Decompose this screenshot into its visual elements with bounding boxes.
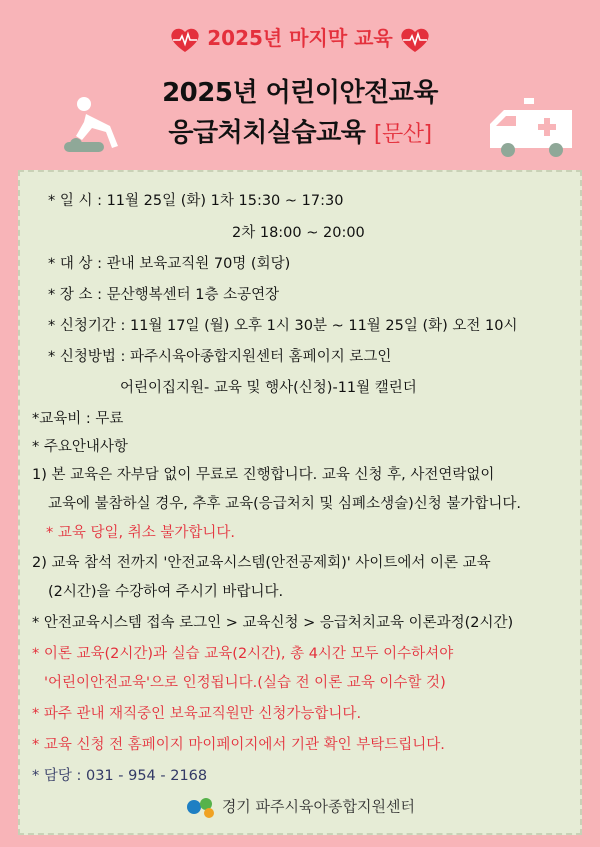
heart-pulse-icon (170, 27, 200, 53)
heart-pulse-icon (400, 27, 430, 53)
method-line: * 신청방법 : 파주시육아종합지원센터 홈페이지 로그인 (48, 349, 392, 365)
red-notice-3: * 교육 신청 전 홈페이지 마이페이지에서 기관 확인 부탁드립니다. (32, 737, 445, 753)
region-label: [문산] (373, 122, 432, 147)
fee-line: *교육비 : 무료 (32, 411, 124, 427)
notice-2b: (2시간)을 수강하여 주시기 바랍니다. (48, 584, 284, 600)
system-path: * 안전교육시스템 접속 로그인 > 교육신청 > 응급처치교육 이론과정(2시간) (32, 615, 514, 631)
notice-1b: 교육에 불참하실 경우, 추후 교육(응급처치 및 심폐소생술)신청 불가합니다. (48, 496, 522, 512)
notice-2a: 2) 교육 참석 전까지 '안전교육시스템(안전공제회)' 사이트에서 이론 교육 (32, 555, 491, 571)
page-title-line1: 2025년 어린이안전교육 (162, 78, 438, 108)
notice-1a: 1) 본 교육은 자부담 없이 무료로 진행합니다. 교육 신청 후, 사전연락없이 (32, 467, 495, 483)
notice-title: * 주요안내사항 (32, 439, 128, 455)
center-logo-icon (185, 794, 217, 820)
org-name: 경기 파주시육아종합지원센터 (221, 797, 415, 816)
place-line: * 장 소 : 문산행복센터 1층 소공연장 (48, 287, 280, 303)
footer (0, 794, 600, 820)
info-panel (18, 170, 582, 835)
event-tag (0, 22, 600, 53)
target-line: * 대 상 : 관내 보육교직원 70명 (회당) (48, 256, 291, 272)
title-main: 응급처치실습교육 (168, 118, 366, 148)
ambulance-icon (486, 96, 578, 158)
red-notice-2: * 파주 관내 재직중인 보육교직원만 신청가능합니다. (32, 706, 362, 722)
notice-1c: * 교육 당일, 취소 불가합니다. (46, 525, 235, 541)
schedule-second-session: 2차 18:00 ~ 20:00 (232, 225, 365, 241)
method-continued: 어린이집지원- 교육 및 행사(신청)-11월 캘린더 (120, 380, 417, 396)
period-line: * 신청기간 : 11월 17일 (월) 오후 1시 30분 ~ 11월 25일 (화) 오전 10시 (48, 318, 518, 334)
schedule-line: * 일 시 : 11월 25일 (화) 1차 15:30 ~ 17:30 (48, 193, 344, 209)
red-notice-1a: * 이론 교육(2시간)과 실습 교육(2시간), 총 4시간 모두 이수하셔야 (32, 646, 454, 662)
event-tag-text: 2025년 마지막 교육 (207, 26, 393, 50)
contact-line: * 담당 : 031 - 954 - 2168 (32, 768, 208, 784)
red-notice-1b: '어린이안전교육'으로 인정됩니다.(실습 전 이론 교육 이수할 것) (44, 675, 446, 691)
